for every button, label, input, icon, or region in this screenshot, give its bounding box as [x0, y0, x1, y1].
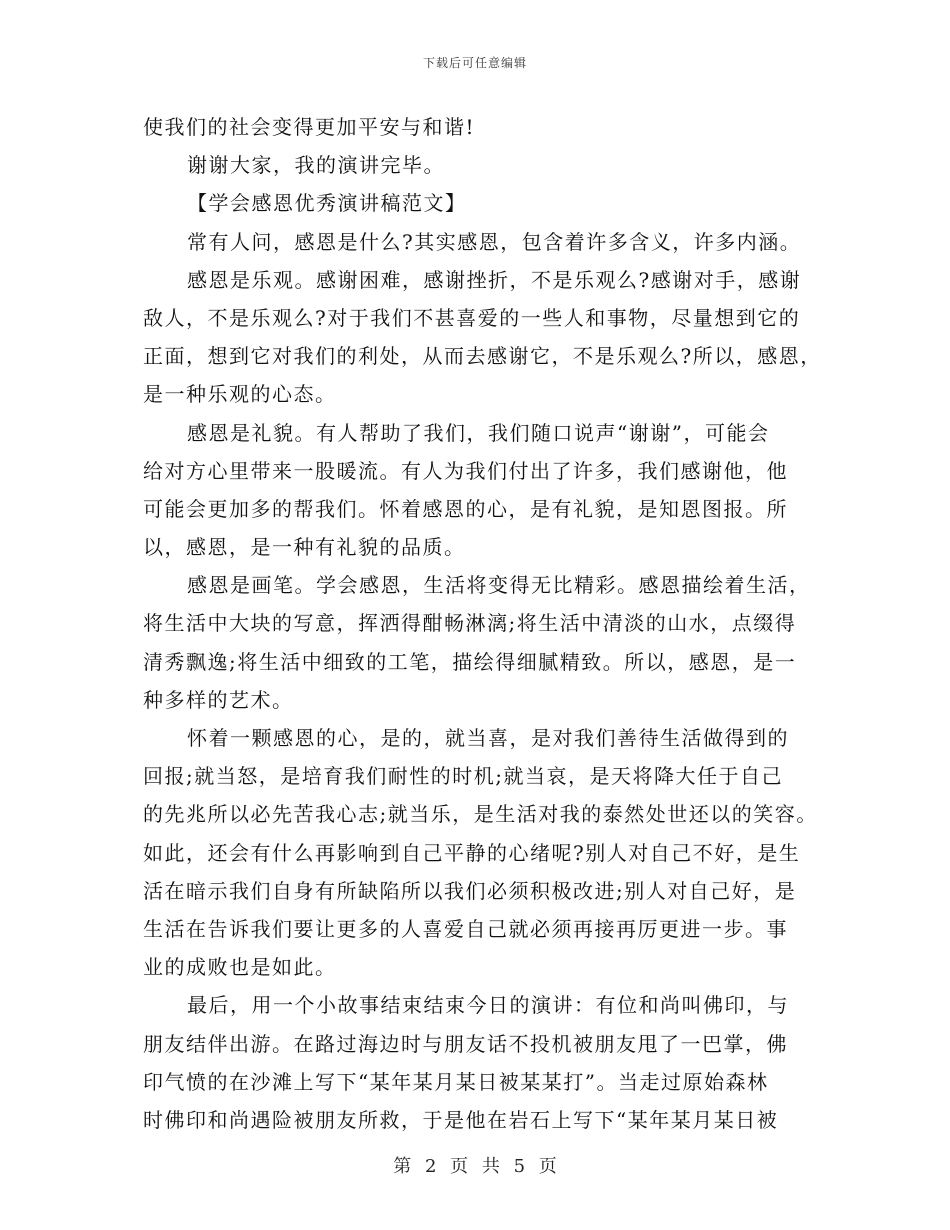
- text-line: 给对方心里带来一股暖流。有人为我们付出了许多，我们感谢他，他: [143, 458, 788, 483]
- text-line: 敌人，不是乐观么?对于我们不甚喜爱的一些人和事物，尽量想到它的: [143, 305, 801, 330]
- text-line: 将生活中大块的写意，挥洒得酣畅淋漓;将生活中清淡的山水，点缀得: [143, 611, 797, 636]
- text-line: 是一种乐观的心态。: [143, 382, 337, 407]
- text-line: 如此，还会有什么再影响到自己平静的心绪呢?别人对自己不好，是生: [143, 840, 801, 865]
- text-line: 正面，想到它对我们的利处，从而去感谢它，不是乐观么?所以，感恩，: [143, 344, 822, 369]
- text-line: 感恩是乐观。感谢困难，感谢挫折，不是乐观么?感谢对手，感谢: [187, 267, 802, 292]
- text-line: 种多样的艺术。: [143, 687, 294, 712]
- text-line: 最后，用一个小故事结束结束今日的演讲：有位和尚叫佛印，与: [187, 993, 789, 1018]
- text-line: 清秀飘逸;将生活中细致的工笔，描绘得细腻精致。所以，感恩，是一: [143, 649, 797, 674]
- text-line: 常有人问，感恩是什么?其实感恩，包含着许多含义，许多内涵。: [187, 229, 802, 254]
- document-body: [143, 108, 823, 1139]
- text-line: 怀着一颗感恩的心，是的，就当喜，是对我们善待生活做得到的: [187, 726, 789, 750]
- text-line: 的先兆所以必先苦我心志;就当乐，是生活对我的泰然处世还以的笑容。: [143, 802, 818, 827]
- text-line: 朋友结伴出游。在路过海边时与朋友话不投机被朋友甩了一巴掌，佛: [143, 1031, 788, 1056]
- text-line: 时佛印和尚遇险被朋友所救，于是他在岩石上写下“某年某月某日被: [143, 1107, 779, 1132]
- page-number-footer: 第 2 页 共 5 页: [393, 1156, 557, 1177]
- text-line: 感恩是画笔。学会感恩，生活将变得无比精彩。感恩描绘着生活，: [187, 573, 811, 598]
- text-line: 生活在告诉我们要让更多的人喜爱自己就必须再接再厉更进一步。事: [143, 916, 788, 941]
- text-line: 感恩是礼貌。有人帮助了我们，我们随口说声“谢谢”，可能会: [187, 420, 770, 445]
- text-line: 以，感恩，是一种有礼貌的品质。: [143, 535, 466, 560]
- text-line: 谢谢大家，我的演讲完毕。: [187, 153, 445, 178]
- text-line: 业的成败也是如此。: [143, 955, 337, 980]
- text-line: 可能会更加多的帮我们。怀着感恩的心，是有礼貌，是知恩图报。所: [143, 496, 788, 521]
- page-header: 下载后可任意编辑: [422, 56, 527, 70]
- text-line: 回报;就当怒，是培育我们耐性的时机;就当哀，是天将降大任于自己: [143, 764, 783, 789]
- text-line: 【学会感恩优秀演讲稿范文】: [187, 191, 467, 216]
- text-line: 活在暗示我们自身有所缺陷所以我们必须积极改进;别人对自己好，是: [143, 878, 797, 903]
- text-line: 印气愤的在沙滩上写下“某年某月某日被某某打”。当走过原始森林: [143, 1069, 769, 1094]
- text-line: 使我们的社会变得更加平安与和谐!: [143, 115, 476, 139]
